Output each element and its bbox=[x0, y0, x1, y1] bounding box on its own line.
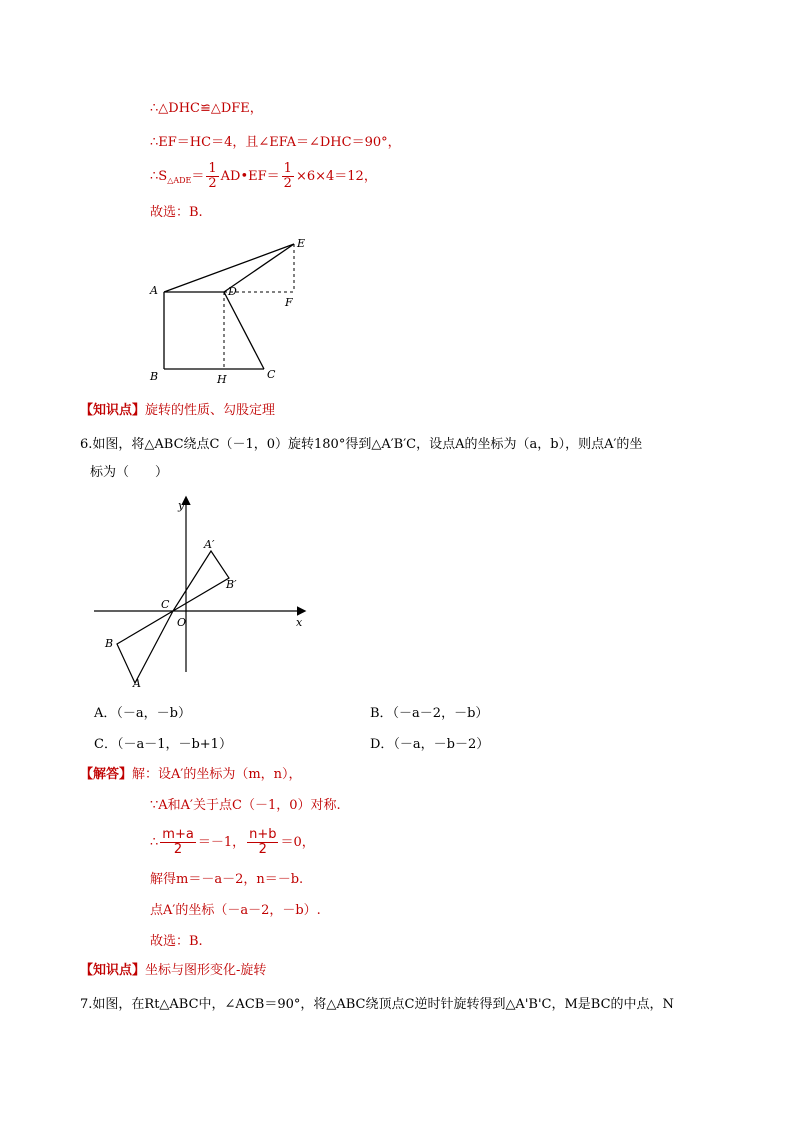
fraction-denominator: 2 bbox=[258, 842, 267, 857]
segment-dc bbox=[224, 292, 264, 369]
knowledge-text: 坐标与图形变化-旋转 bbox=[145, 963, 267, 978]
area-subscript: △ADE bbox=[167, 176, 192, 185]
answer-mid: ＝－1， bbox=[197, 835, 246, 850]
answer-6-line-2: ∵A和A′关于点C（－1，0）对称. bbox=[150, 798, 341, 813]
answer-tail: ＝0， bbox=[280, 835, 315, 850]
label-b: B bbox=[150, 370, 159, 383]
option-d: D．（－a，－b－2） bbox=[370, 737, 490, 752]
label-b-prime: B′ bbox=[226, 578, 237, 591]
label-b: B bbox=[105, 637, 114, 650]
label-d: D bbox=[228, 285, 237, 298]
label-x-axis: x bbox=[296, 616, 303, 629]
answer-6-line-4: 解得m＝－a－2，n＝－b. bbox=[150, 872, 304, 887]
label-e: E bbox=[297, 237, 306, 250]
knowledge-point-1 bbox=[80, 402, 275, 420]
label-c: C bbox=[161, 598, 170, 611]
option-c: C．（－a－1，－b+1） bbox=[94, 737, 232, 752]
knowledge-tag: 【知识点】 bbox=[80, 403, 146, 418]
solution-line-area bbox=[150, 162, 377, 190]
label-h: H bbox=[217, 373, 227, 386]
answer-tag: 【解答】 bbox=[80, 767, 133, 782]
fraction-half-2 bbox=[282, 162, 294, 191]
label-c: C bbox=[267, 368, 276, 381]
answer-6-line-6: 故选：B. bbox=[150, 934, 203, 949]
knowledge-text: 旋转的性质、勾股定理 bbox=[145, 403, 276, 418]
fraction-n-plus-b bbox=[247, 828, 278, 857]
label-origin: O bbox=[177, 616, 187, 629]
fraction-denominator: 2 bbox=[173, 842, 183, 857]
fraction-numerator: m+a bbox=[162, 827, 194, 842]
triangle-abc bbox=[117, 611, 173, 683]
question-6-stem-cont: 标为（ ） bbox=[90, 465, 169, 480]
answer-prefix: ∴ bbox=[150, 835, 159, 850]
area-tail: ×6×4＝12， bbox=[295, 169, 377, 184]
label-f: F bbox=[285, 296, 293, 309]
solution-line-congruent: ∴△DHC≌△DFE， bbox=[150, 101, 263, 116]
option-b: B．（－a－2，－b） bbox=[370, 706, 489, 721]
label-a: A bbox=[133, 677, 141, 690]
fraction-numerator: n+b bbox=[249, 827, 277, 842]
answer-6-line-5: 点A′的坐标（－a－2，－b）. bbox=[150, 903, 321, 918]
triangle-a1b1c bbox=[173, 551, 229, 611]
fraction-denominator: 2 bbox=[283, 176, 292, 191]
answer-6-line-3 bbox=[150, 826, 315, 860]
answer-6-line-1 bbox=[80, 766, 302, 784]
figure-coordinate-rotation bbox=[90, 492, 320, 692]
area-eq: ＝ bbox=[191, 169, 205, 184]
area-prefix: ∴S bbox=[150, 169, 168, 184]
fraction-numerator: 1 bbox=[208, 161, 217, 176]
fraction-m-plus-a bbox=[160, 828, 196, 857]
option-a: A．（－a，－b） bbox=[94, 706, 191, 721]
figure-square-rotation bbox=[140, 232, 320, 392]
question-6-stem: 6.如图，将△ABC绕点C（－1，0）旋转180°得到△A′B′C，设点A的坐标为（a，b），则点A′的坐 bbox=[80, 437, 643, 452]
knowledge-point-2 bbox=[80, 962, 266, 980]
label-a-prime: A′ bbox=[204, 538, 215, 551]
answer-text: 解：设A′的坐标为（m，n）， bbox=[132, 767, 302, 782]
fraction-half-1 bbox=[206, 162, 218, 191]
knowledge-tag: 【知识点】 bbox=[80, 963, 146, 978]
fraction-numerator: 1 bbox=[283, 161, 292, 176]
label-y-axis: y bbox=[178, 499, 185, 512]
fraction-denominator: 2 bbox=[208, 176, 217, 191]
area-mid: AD•EF＝ bbox=[220, 169, 280, 184]
question-7-stem: 7.如图，在Rt△ABC中，∠ACB＝90°，将△ABC绕顶点C逆时针旋转得到△A'B'C，M是BC的中点，N bbox=[80, 997, 674, 1012]
solution-line-ef-hc: ∴EF＝HC＝4，且∠EFA＝∠DHC＝90°， bbox=[150, 135, 401, 150]
solution-line-choice: 故选：B. bbox=[150, 205, 203, 220]
label-a: A bbox=[150, 284, 158, 297]
